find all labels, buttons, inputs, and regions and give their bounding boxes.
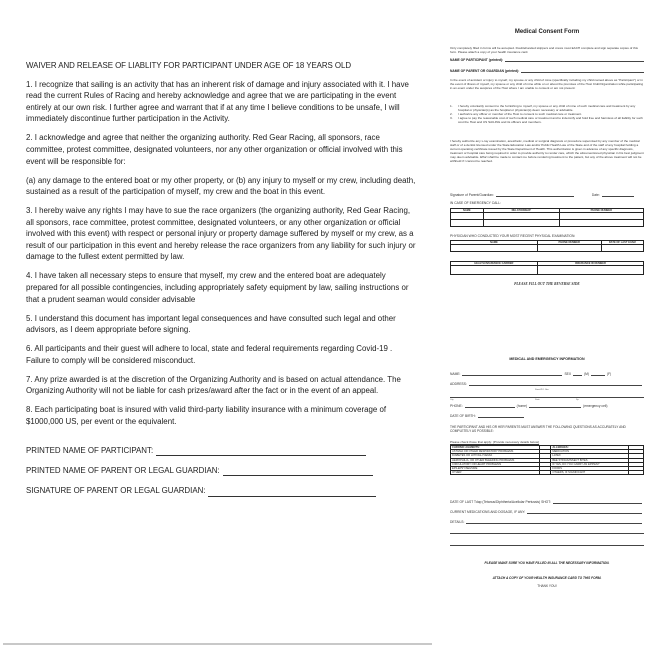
emergency-cell[interactable] bbox=[451, 213, 484, 220]
tdap-label: DATE OF LAST Tdap (Tetanus/Diphtheria/Acellular Pertussis) SHOT: bbox=[450, 500, 551, 504]
emergency-cell[interactable] bbox=[451, 220, 484, 227]
waiver-signature-block bbox=[26, 445, 418, 497]
allergy-label: IF YES, DO YOU CARRY AN EPIPEN? bbox=[551, 462, 628, 466]
consent-items-list bbox=[450, 104, 644, 124]
sex-female-line[interactable] bbox=[591, 373, 605, 376]
address-row bbox=[450, 382, 644, 386]
emergency-cell[interactable] bbox=[483, 213, 559, 220]
participant-name-label: PRINTED NAME OF PARTICIPANT: bbox=[26, 445, 154, 455]
guardian-printed-line[interactable] bbox=[521, 70, 644, 73]
medications-row bbox=[450, 510, 644, 514]
insurance-table bbox=[450, 261, 644, 275]
zip-caption: Zip bbox=[576, 399, 579, 401]
medications-line[interactable] bbox=[527, 511, 642, 514]
participant-printed-field[interactable] bbox=[450, 58, 644, 62]
physician-table bbox=[450, 240, 644, 252]
address-line[interactable] bbox=[469, 383, 642, 386]
emergency-col-phone: PHONE NUMBER bbox=[559, 209, 643, 213]
table-row bbox=[451, 471, 644, 475]
allergy-label: MEDICATION bbox=[551, 450, 628, 454]
allergy-label: FOODS bbox=[551, 467, 628, 471]
emergency-cell-label: (emergency cell) bbox=[583, 404, 608, 408]
emergency-col-name: NAME bbox=[451, 209, 484, 213]
participant-printed-label: NAME OF PARTICIPANT (printed): bbox=[450, 58, 504, 62]
consent-intro: Only completely filled in forms will be accepted. Doublehanded skippers and crews must EACH complete and sign separate copies of this form. Please attach a copy of your health insurance card. bbox=[450, 46, 638, 54]
guardian-printed-label: NAME OF PARENT OR GUARDIAN (printed): bbox=[450, 69, 520, 73]
tdap-line[interactable] bbox=[553, 501, 642, 504]
guardian-name-field[interactable] bbox=[26, 465, 418, 477]
details-line-3[interactable] bbox=[450, 545, 644, 546]
ailment-label: DIABETES OR HYPOGLYCEMIA bbox=[451, 454, 540, 458]
consent-item: 3. I agree to pay the reasonable cost of such medical care or treatment and to indemnify and hold free and harmless of all liability for such cost the Host and US SAILING and its officers and members. bbox=[450, 116, 643, 124]
sex-label: SEX bbox=[564, 372, 572, 376]
waiver-paragraph-1: 1. I recognize that sailing is an activity that has an inherent risk of damage and injury associated with it. I have read the current Rules of Racing and hereby acknowledge and agree that we are participating in the event entirely at our own risk. I further agree and warrant that if at any time I believe conditions to be unsafe, I will immediately discontinue further participation in the Activity. bbox=[26, 79, 409, 124]
allergy-label: BEE STINGS/INSECT BITES bbox=[551, 458, 628, 462]
guardian-name-line[interactable] bbox=[223, 468, 373, 476]
tdap-row bbox=[450, 500, 644, 504]
guardian-signature-line[interactable] bbox=[496, 194, 574, 197]
ailment-label: CIRCULATORY OR HEART PROBLEMS bbox=[451, 462, 540, 466]
insurance-cell[interactable] bbox=[451, 266, 538, 275]
attach-note: ATTACH A COPY OF YOUR HEALTH INSURANCE CARD TO THIS FORM. bbox=[492, 576, 602, 580]
medications-label: CURRENT MEDICATIONS AND DOSAGE, IF ANY: bbox=[450, 510, 526, 514]
allergy-check[interactable] bbox=[628, 471, 643, 475]
waiver-paragraph-2: 2. I acknowledge and agree that neither the organizing authority. Red Gear Racing, all sponsors, race committee, protest committee, designated volunteers, nor any other organization or official involved with this event will be responsible for: bbox=[26, 133, 403, 166]
dob-label: DATE OF BIRTH: bbox=[450, 414, 476, 418]
address-label: ADDRESS: bbox=[450, 382, 467, 386]
waiver-paragraph-7: 7. Any prize awarded is at the discretion of the Organizing Authority and is based on actual attendance. The Organizing Authority will not be liable for cash prizes/award after the fact or in the event of an appeal. bbox=[26, 374, 401, 396]
participant-printed-line[interactable] bbox=[505, 59, 644, 62]
emergency-phone-line[interactable] bbox=[529, 405, 581, 408]
city-caption: City bbox=[450, 399, 454, 401]
emergency-contact-table bbox=[450, 208, 644, 227]
consent-item: 1. I hereby voluntarily consent to the furnishing to myself, my spouse or any child of mine of such medical care and treatment by any hospital or physician(s) as the hospital or physician(s) deem necessary or advisable. bbox=[450, 104, 636, 112]
consent-signature-row bbox=[450, 193, 644, 197]
waiver-paragraph-8: 8. Each participating boat is insured with valid third-party liability insurance with a minimum coverage of $1000,000 US, per event or the equivalent. bbox=[26, 405, 387, 426]
ailments-allergies-table bbox=[450, 445, 644, 475]
city-state-zip-captions bbox=[450, 399, 644, 401]
consent-title: Medical Consent Form bbox=[514, 29, 580, 35]
insurance-col-id: INSURANCE ID NUMBER bbox=[537, 262, 643, 266]
ailment-label: OTHER bbox=[451, 471, 540, 475]
dob-row bbox=[450, 414, 644, 418]
details-label: DETAILS: bbox=[450, 520, 465, 524]
physician-col-name: NAME bbox=[451, 241, 538, 245]
street-caption: Street/P.O. Box bbox=[535, 389, 549, 391]
emergency-cell[interactable] bbox=[483, 220, 559, 227]
home-label: (home) bbox=[516, 404, 528, 408]
waiver-paragraph-5: 5. I understand this document has important legal consequences and have consulted such legal and other advisors, as I deem appropriate before signing. bbox=[26, 313, 396, 335]
insurance-col-carrier: HEALTH INSURANCE CARRIER bbox=[451, 262, 538, 266]
allergies-header: ALLERGIES: bbox=[551, 446, 628, 450]
details-line-1[interactable] bbox=[466, 521, 642, 524]
phone-label: PHONE: bbox=[450, 404, 463, 408]
emergency-heading: IN CASE OF EMERGENCY CALL: bbox=[450, 201, 501, 205]
home-phone-line[interactable] bbox=[465, 405, 515, 408]
guardian-printed-field[interactable] bbox=[450, 69, 644, 73]
questions-instructions: THE PARTICIPANT AND HIS OR HER PARENTS MUST ANSWER THE FOLLOWING QUESTIONS AS ACCURATELY AND COMPLETELY AS POSSIBLE: bbox=[450, 425, 626, 433]
ailment-label: ASTHMA OR OTHER RESPIRATORY PROBLEMS bbox=[451, 450, 540, 454]
ailment-check[interactable] bbox=[539, 471, 551, 475]
waiver-paragraph-2a: (a) any damage to the entered boat or my other property, or (b) any injury to myself or my crew, including death, sustained as a result of the participation of myself, my crew and the boat in this event. bbox=[26, 175, 416, 197]
emergency-cell[interactable] bbox=[559, 220, 643, 227]
guardian-signature-line[interactable] bbox=[208, 489, 376, 497]
page-bottom-edge bbox=[3, 643, 432, 645]
city-state-zip-line[interactable] bbox=[450, 397, 644, 398]
ailments-header: CHRONIC AILMENTS: bbox=[451, 446, 540, 450]
date-line[interactable] bbox=[602, 194, 634, 197]
thank-you: THANK YOU! bbox=[537, 584, 557, 588]
allergy-label: OTHERS, IF SIGNIFICANT bbox=[551, 471, 628, 475]
name-line[interactable] bbox=[462, 373, 562, 376]
physician-cell[interactable] bbox=[451, 245, 538, 252]
physician-cell[interactable] bbox=[537, 245, 601, 252]
waiver-title: WAIVER AND RELEASE OF LIABLITY FOR PARTICIPANT UNDER AGE OF 18 YEARS OLD bbox=[26, 61, 351, 70]
physician-col-last-exam: DATE OF LAST EXAM bbox=[601, 241, 643, 245]
physician-cell[interactable] bbox=[601, 245, 643, 252]
consent-event-clause: In the event of accident or injury to myself, my spouse or any child of mine (specifically including my child named above as "Participant") or in the event of illness of myself, my spouse or any child of mine while on or about the premises of the Host Club/Organization while participating in an event under the auspices of the Host where I am unable to consent or am not present: bbox=[450, 78, 644, 90]
dob-line[interactable] bbox=[478, 415, 524, 418]
participant-name-line[interactable] bbox=[156, 448, 366, 456]
waiver-paragraph-4: 4. I have taken all necessary steps to ensure that myself, my crew and the entered boat are adequately prepared for all possible contingencies, including appropriately safety equipment by law, sailing instructions or that a prudent seaman would consider advisable bbox=[26, 271, 409, 304]
guardian-signature-field[interactable] bbox=[26, 485, 418, 497]
guardian-name-label: PRINTED NAME OF PARENT OR LEGAL GUARDIAN: bbox=[26, 465, 220, 475]
reverse-side-note: PLEASE FILL OUT THE REVERSE SIDE bbox=[514, 282, 580, 286]
physician-heading: PHYSICIAN WHO CONDUCTED YOUR MOST RECENT PHYSICAL EXAMINATION: bbox=[450, 234, 576, 238]
medical-info-title: MEDICAL AND EMERGENCY INFORMATION bbox=[509, 357, 585, 361]
consent-authorization: I hereby authorize any x-ray examination, anesthetic, medical or surgical diagnosis or procedure supervised by any member of the medical staff or of a dentist licensed under the State Education Law and/or Public Health Law of the State and of the staff of any hospital holding a current operating certificate issued by the State Department of Health. This authorization is given in advance of any specific diagnosis, treatment or hospital care being required in order to provide authority to render care, which the aforementioned physician in his best judgment may deem advisable. Effort shall be made to contact me before rendering treatment to the patient, but any of the above treatment will not be withheld if I cannot be reached. bbox=[450, 139, 644, 163]
waiver-document bbox=[26, 60, 418, 505]
ailment-label: HEMOPHILIA, OR OTHER BLEEDING PROBLEMS bbox=[451, 458, 540, 462]
female-label: (F) bbox=[607, 372, 612, 376]
participant-name-field[interactable] bbox=[26, 445, 418, 457]
insurance-cell[interactable] bbox=[537, 266, 643, 275]
sex-male-line[interactable] bbox=[573, 373, 582, 376]
fill-note: PLEASE MAKE SURE YOU HAVE FILLED IN ALL THE NECESSARY INFORMATION. bbox=[484, 561, 610, 565]
check-note: Please check those that apply: (Provide necessary details below) bbox=[450, 440, 540, 444]
guardian-signature-label: Signature of Parent/Guardian: bbox=[450, 193, 494, 197]
medical-consent-page bbox=[436, 0, 650, 650]
emergency-col-relationship: RELATIONSHIP bbox=[483, 209, 559, 213]
name-sex-row bbox=[450, 372, 644, 376]
waiver-paragraph-3: 3. I hereby waive any rights I may have to sue the race organizers (the organizing authority, Red Gear Racing, all sponsors, race committee, protest committee, designated volunteers, or any other organization or official involved with this event) with respect or personal injury or property damage suffered by myself or my crew, as a result of our participation in this event and hereby release the race organizers from any liability for such injury or damage to the fullest extent permitted by law. bbox=[26, 206, 416, 262]
consent-item: 2. I authorize any officer or member of the Host to consent to such medical care or treatment. bbox=[450, 112, 582, 116]
physician-col-phone: PHONE NUMBER bbox=[537, 241, 601, 245]
details-line-2[interactable] bbox=[450, 533, 644, 534]
guardian-signature-label: SIGNATURE OF PARENT OR LEGAL GUARDIAN: bbox=[26, 485, 206, 495]
phone-row bbox=[450, 404, 644, 408]
ailment-label: EPILEPSY/SEIZURE bbox=[451, 467, 540, 471]
allergy-label: LATEX bbox=[551, 454, 628, 458]
date-label: Date: bbox=[591, 193, 600, 197]
details-row bbox=[450, 520, 644, 524]
waiver-paragraph-6: 6. All participants and their guest will adhere to local, state and federal requirements regarding Covid-19 . Failure to comply will be considered misconduct. bbox=[26, 344, 393, 365]
state-caption: State bbox=[535, 399, 540, 401]
male-label: (M) bbox=[584, 372, 590, 376]
emergency-cell[interactable] bbox=[559, 213, 643, 220]
name-label: NAME: bbox=[450, 372, 461, 376]
